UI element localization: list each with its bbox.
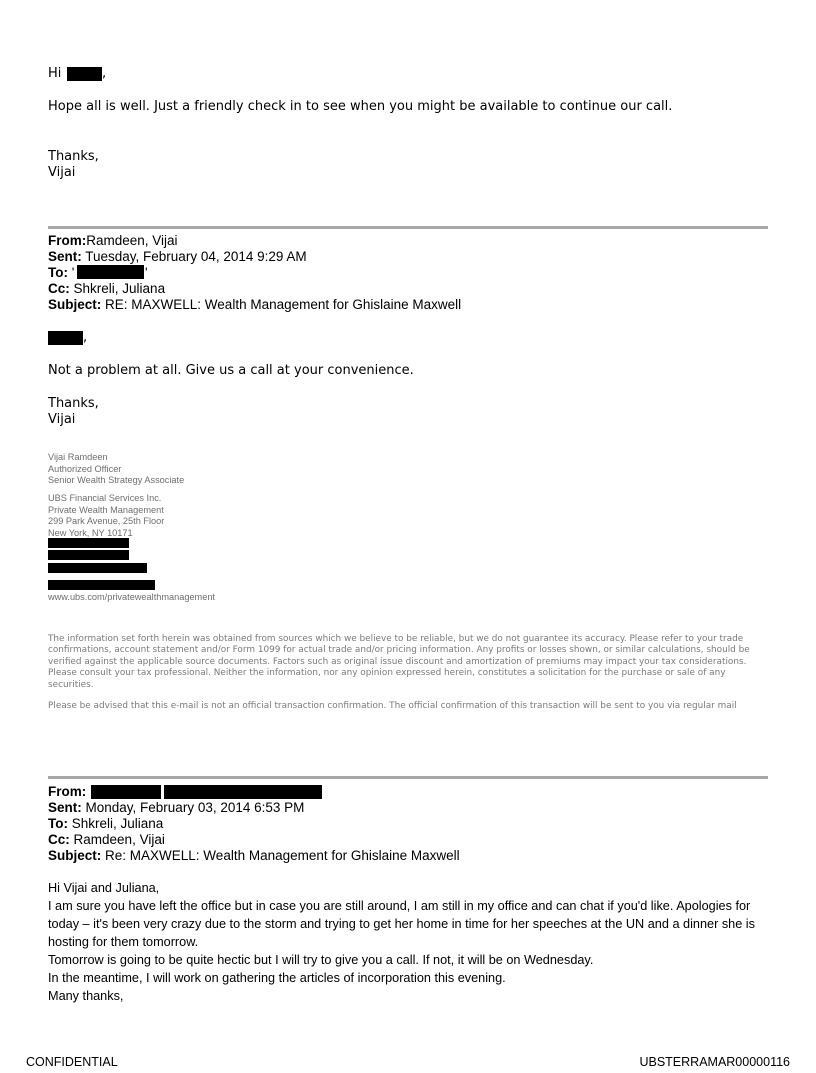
to-label: To:: [48, 265, 68, 280]
email-separator: [48, 776, 768, 779]
email2-sender-name: Vijai: [48, 412, 76, 427]
email2-sent-line: [48, 249, 307, 264]
disclaimer-paragraph: Please be advised that this e-mail is not an official transaction confirmation. The official confirmation of this transaction will be sent to you via regular mail: [48, 701, 737, 711]
subject-label: Subject:: [48, 297, 102, 312]
cc-value: Ramdeen, Vijai: [73, 832, 165, 847]
redaction-box: [48, 563, 147, 573]
email2-body: Not a problem at all. Give us a call at your convenience.: [48, 363, 414, 378]
to-quote-close: ': [145, 265, 148, 280]
redaction-box: [48, 538, 129, 548]
subject-label: Subject:: [48, 848, 102, 863]
email2-to-line: [48, 265, 74, 280]
from-label: From:: [48, 233, 87, 248]
to-value: Shkreli, Juliana: [71, 816, 164, 831]
cc-value: Shkreli, Juliana: [73, 281, 166, 296]
signature-company: [48, 493, 164, 539]
footer-bates-number: UBSTERRAMAR00000116: [639, 1055, 790, 1069]
disclaimer-paragraph: The information set forth herein was obtained from sources which we believe to be reliable, but we do not guarantee its accuracy. Please refer to your trade confirmations, account statement and/or Form 1099 for actual trade and/or pricing information. Any profits or losses shown, or similar calculations, should be verified against the applicable source documents. Factors such as original issue discount and amortization of premiums may impact your tax considerations. Please consult your tax professional. Neither the information, nor any opinion expressed herein, constitutes a solicitation for the purchase or sale of any securities.: [48, 634, 750, 690]
subject-value: Re: MAXWELL: Wealth Management for Ghislaine Maxwell: [105, 848, 460, 863]
email3-subject-line: [48, 848, 460, 863]
email3-signoff: Many thanks,: [48, 989, 124, 1003]
to-label: To:: [48, 816, 68, 831]
company-division: Private Wealth Management: [48, 504, 164, 515]
email3-cc-line: [48, 832, 165, 847]
signature-website[interactable]: www.ubs.com/privatewealthmanagement: [48, 592, 215, 602]
to-quote-open: ': [71, 265, 75, 280]
email3-line: In the meantime, I will work on gathering the articles of incorporation this evening.: [48, 971, 506, 985]
email1-greeting: [48, 66, 61, 81]
email3-from-line: [48, 784, 86, 799]
company-address: New York, NY 10171: [48, 527, 133, 538]
sent-value: Tuesday, February 04, 2014 9:29 AM: [85, 249, 307, 264]
from-value: Ramdeen, Vijai: [86, 233, 178, 248]
subject-value: RE: MAXWELL: Wealth Management for Ghislaine Maxwell: [105, 297, 462, 312]
email2-subject-line: [48, 297, 461, 312]
email3-body: [48, 879, 774, 1005]
redaction-box: [67, 67, 102, 81]
signature-name: Vijai Ramdeen: [48, 452, 108, 462]
redaction-box: [164, 785, 322, 799]
sent-label: Sent:: [48, 249, 82, 264]
cc-label: Cc:: [48, 832, 70, 847]
sent-label: Sent:: [48, 800, 82, 815]
redaction-box: [77, 265, 144, 279]
email3-to-line: [48, 816, 163, 831]
signature-title: Senior Wealth Strategy Associate: [48, 475, 185, 485]
company-name: UBS Financial Services Inc.: [48, 493, 162, 503]
signature-person: [48, 452, 184, 487]
signature-title: Authorized Officer: [48, 463, 122, 474]
email1-body: Hope all is well. Just a friendly check in to see when you might be available to continue our call.: [48, 99, 673, 114]
email2-signoff: Thanks,: [48, 396, 99, 411]
cc-label: Cc:: [48, 281, 70, 296]
footer-confidential: CONFIDENTIAL: [26, 1055, 118, 1069]
email3-paragraph: I am sure you have left the office but in case you are still around, I am still in my office and can chat if you'd like. Apologies for today – it's been very crazy due to the storm and trying to get her home in time for her speeches at the UN and a dinner she is hosting for them tomorrow.: [48, 899, 755, 949]
email3-sent-line: [48, 800, 304, 815]
email2-cc-line: [48, 281, 165, 296]
sent-value: Monday, February 03, 2014 6:53 PM: [85, 800, 305, 815]
redaction-box: [48, 550, 129, 560]
redaction-box: [91, 785, 161, 799]
from-label: From:: [48, 784, 87, 799]
email2-greeting-suffix: ,: [83, 330, 88, 345]
email3-greeting: Hi Vijai and Juliana,: [48, 881, 160, 895]
greeting-prefix: Hi: [48, 66, 62, 81]
greeting-suffix: ,: [102, 66, 107, 81]
email2-from-line: [48, 233, 178, 248]
email1-sender-name: Vijai: [48, 165, 76, 180]
email3-line: Tomorrow is going to be quite hectic but I will try to give you a call. If not, it will be on Wednesday.: [48, 953, 594, 967]
email-separator: [48, 226, 768, 229]
redaction-box: [48, 331, 83, 345]
company-address: 299 Park Avenue, 25th Floor: [48, 516, 165, 526]
redaction-box: [48, 580, 155, 590]
email1-signoff: Thanks,: [48, 149, 99, 164]
